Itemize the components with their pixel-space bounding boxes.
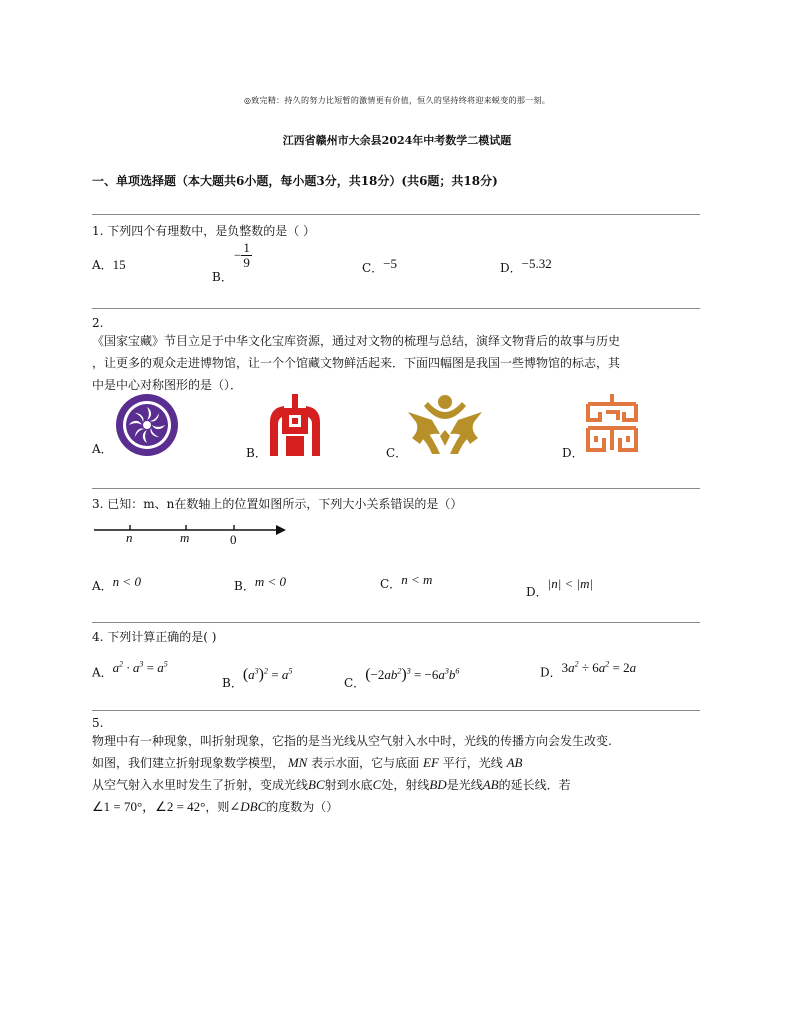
exam-title: 江西省赣州市大余县2024年中考数学二模试题	[282, 134, 512, 147]
q4-b-expression: $(a^3)^2 = a^5$	[242, 666, 293, 683]
divider	[92, 622, 700, 623]
q1-option-c[interactable]: C．−5	[362, 256, 398, 275]
emblem-logo-icon	[406, 390, 484, 456]
q4-d-expression: $3a^2 \div 6a^2 = 2a$	[561, 660, 637, 676]
q4-option-b[interactable]: B．$(a^3)^2 = a^5$	[222, 666, 293, 690]
q5-number: 5.	[92, 716, 104, 730]
arrow-right-icon	[276, 525, 286, 535]
q3-option-a[interactable]: A．n < 0	[92, 574, 141, 593]
q3-stem: 3. 已知：m、n在数轴上的位置如图所示，下列大小关系错误的是（）	[92, 497, 463, 511]
q3-option-d[interactable]: D．|n| < |m|	[526, 576, 594, 599]
swirl-logo-icon	[114, 392, 180, 458]
divider	[92, 710, 700, 711]
q5-stem: 物理中有一种现象，叫折射现象，它指的是当光线从空气射入水中时，光线的传播方向会发生改变. 如图，我们建立折射现象数学模型， MN 表示水面，它与底面 EF 平行，光线 AB 从空气射入水里时发生了折射，变成光线BC射到水底C处，射线BD是光线AB的延长线．若 ∠1 = 70°，∠2 = 42°，则∠DBC的度数为（）	[92, 734, 612, 814]
axis-label-zero: 0	[230, 532, 237, 547]
q1-stem: 1. 下列四个有理数中，是负整数的是（ ）	[92, 224, 316, 238]
number-line	[92, 520, 292, 550]
q4-c-expression: $(-2ab^2)^3 = -6a^3b^6$	[365, 666, 460, 683]
q4-option-c[interactable]: C．$(-2ab^2)^3 = -6a^3b^6$	[344, 666, 460, 690]
axis-label-m: m	[180, 530, 190, 545]
q4-stem: 4. 下列计算正确的是( )	[92, 630, 217, 644]
divider	[92, 488, 700, 489]
divider	[92, 308, 700, 309]
section-heading: 一、单项选择题（本大题共6小题，每小题3分，共18分）(共6题；共18分)	[92, 174, 498, 188]
q2-stem: 《国家宝藏》节目立足于中华文化宝库资源，通过对文物的梳理与总结，演绎文物背后的故事与历史 ，让更多的观众走进博物馆，让一个个馆藏文物鲜活起来．下面四幅图是我国一些博物馆的标志，其 中是中心对称图形的是（）．	[92, 334, 621, 392]
fret-logo-icon	[582, 392, 642, 454]
q1-option-a[interactable]: A．15	[92, 257, 126, 272]
axis-label-n: n	[126, 530, 133, 545]
q2-option-d-label[interactable]: D．	[562, 446, 584, 460]
divider	[92, 214, 700, 215]
motto-line: ◎致完精：持久的努力比短暂的激情更有价值，恒久的坚持终将迎来蜕变的那一刻。	[243, 96, 551, 105]
q2-option-a-label[interactable]: A．	[92, 442, 113, 456]
fraction: $\frac{1}{9}$	[243, 240, 250, 270]
q2-option-c-label[interactable]: C．	[386, 446, 408, 460]
q1-option-d[interactable]: D．−5.32	[500, 256, 552, 275]
q2-number: 2.	[92, 316, 104, 330]
q4-option-a[interactable]: A．$a^2 \cdot a^3 = a^5$	[92, 660, 168, 680]
q4-option-d[interactable]: D．$3a^2 \div 6a^2 = 2a$	[540, 660, 637, 680]
q3-option-b[interactable]: B．m < 0	[234, 574, 286, 593]
q3-option-c[interactable]: C．n < m	[380, 572, 433, 591]
q2-option-b-label[interactable]: B．	[246, 446, 267, 460]
q1-option-b-value: − $\frac{1}{9}$	[234, 240, 250, 270]
q1-option-b-label[interactable]: B．	[212, 270, 233, 284]
q4-a-expression: $a^2 \cdot a^3 = a^5$	[112, 660, 168, 676]
ding-logo-icon	[266, 392, 324, 456]
